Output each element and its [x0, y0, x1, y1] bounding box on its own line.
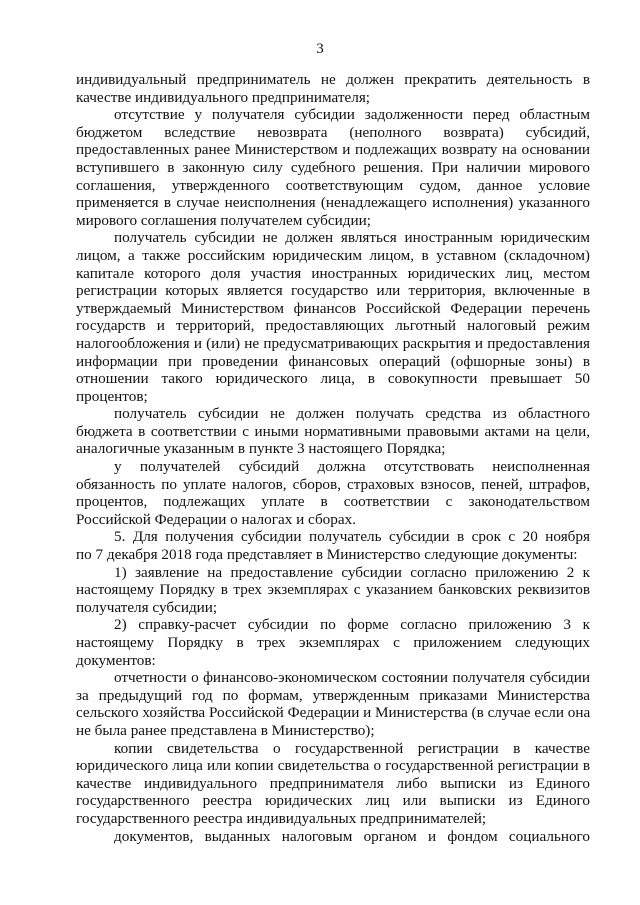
- text-line: регистрации которых является государство или территория, включенные в: [76, 282, 590, 300]
- text-line: получатель субсидии не должен получать средства из областного: [114, 405, 590, 423]
- text-line: налогообложения и (или) не предусматривающих раскрытия и предоставления: [76, 334, 590, 352]
- text-line: 1) заявление на предоставление субсидии согласно приложению 2 к: [114, 563, 590, 581]
- text-line: государственного реестра индивидуальных предпринимателей;: [76, 809, 487, 827]
- text-line: сельского хозяйства Российской Федерации и Министерства (в случае если она: [76, 704, 590, 722]
- text-line: капитале которого доля участия иностранных юридических лиц, местом: [76, 264, 590, 282]
- text-line: качестве индивидуального предпринимателя;: [76, 88, 371, 106]
- text-line: процентов;: [76, 387, 148, 405]
- text-line: 2) справку-расчет субсидии по форме согласно приложению 3 к: [114, 616, 590, 634]
- paragraph: [76, 405, 590, 458]
- paragraph: [76, 564, 590, 617]
- text-line: утверждаемый Министерством финансов Российской Федерации перечень: [76, 299, 590, 317]
- text-line: бюджета в соответствии с иными нормативными правовыми актами на цели,: [76, 422, 590, 440]
- text-line: качестве индивидуального предпринимателя либо выписки из Единого: [76, 774, 590, 792]
- text-line: по 7 декабря 2018 года представляет в Министерство следующие документы:: [76, 546, 578, 564]
- text-line: юридического лица или копии свидетельства о государственной регистрации в: [76, 757, 590, 775]
- text-line: 5. Для получения субсидии получатель субсидии в срок с 20 ноября: [114, 528, 590, 546]
- text-line: не была ранее представлена в Министерство);: [76, 721, 375, 739]
- paragraph: [76, 528, 590, 563]
- text-line: копии свидетельства о государственной регистрации в качестве: [114, 739, 590, 757]
- text-line: отношении такого юридического лица, в совокупности превышает 50: [76, 370, 590, 388]
- paragraph: [76, 616, 590, 669]
- paragraph: [76, 71, 590, 106]
- text-line: лицом, а также российским юридическим лицом, в уставном (складочном): [76, 246, 590, 264]
- text-line: получатель субсидии не должен являться иностранным юридическим: [114, 229, 590, 247]
- text-line: обязанность по уплате налогов, сборов, страховых взносов, пеней, штрафов,: [76, 475, 590, 493]
- paragraph: [76, 828, 590, 846]
- text-line: соглашения, утвержденного соответствующим судом, данное условие: [76, 176, 590, 194]
- text-line: документов, выданных налоговым органом и фондом социального: [114, 827, 590, 845]
- text-line: вступившего в законную силу судебного решения. При наличии мирового: [76, 158, 590, 176]
- text-line: документов:: [76, 651, 156, 669]
- text-line: предоставленных ранее Министерством и подлежащих возврату на основании: [76, 141, 590, 159]
- text-line: аналогичные указанным в пункте 3 настоящего Порядка;: [76, 440, 446, 458]
- paragraph: [76, 669, 590, 739]
- text-line: применяется в случае неисполнения (ненадлежащего исполнения) указанного: [76, 194, 590, 212]
- paragraph: [76, 740, 590, 828]
- text-line: у получателей субсидий должна отсутствовать неисполненная: [114, 458, 590, 476]
- text-line: за предыдущий год по формам, утвержденным приказами Министерства: [76, 686, 590, 704]
- text-line: государств и территорий, предоставляющих льготный налоговый режим: [76, 317, 590, 335]
- paragraph: [76, 106, 590, 229]
- text-line: отсутствие у получателя субсидии задолженности перед областным: [114, 106, 590, 124]
- document-body: [76, 71, 590, 845]
- text-line: отчетности о финансово-экономическом состоянии получателя субсидии: [114, 669, 590, 687]
- text-line: мирового соглашения получателем субсидии;: [76, 211, 371, 229]
- text-line: получателя субсидии;: [76, 598, 218, 616]
- text-line: настоящему Порядку в трех экземплярах с указанием банковских реквизитов: [76, 581, 590, 599]
- text-line: процентов, подлежащих уплате в соответствии с законодательством: [76, 493, 590, 511]
- text-line: настоящему Порядку в трех экземплярах с приложением следующих: [76, 634, 590, 651]
- paragraph: [76, 458, 590, 528]
- page-number: 3: [316, 41, 324, 57]
- paragraph: [76, 229, 590, 405]
- text-line: информации при проведении финансовых операций (офшорные зоны) в: [76, 352, 590, 370]
- text-line: бюджетом вследствие невозврата (неполного возврата) субсидий,: [76, 123, 590, 141]
- text-line: Российской Федерации о налогах и сборах.: [76, 510, 356, 528]
- text-line: индивидуальный предприниматель не должен прекратить деятельность в: [76, 71, 590, 88]
- text-line: государственного реестра юридических лиц или выписки из Единого: [76, 792, 590, 810]
